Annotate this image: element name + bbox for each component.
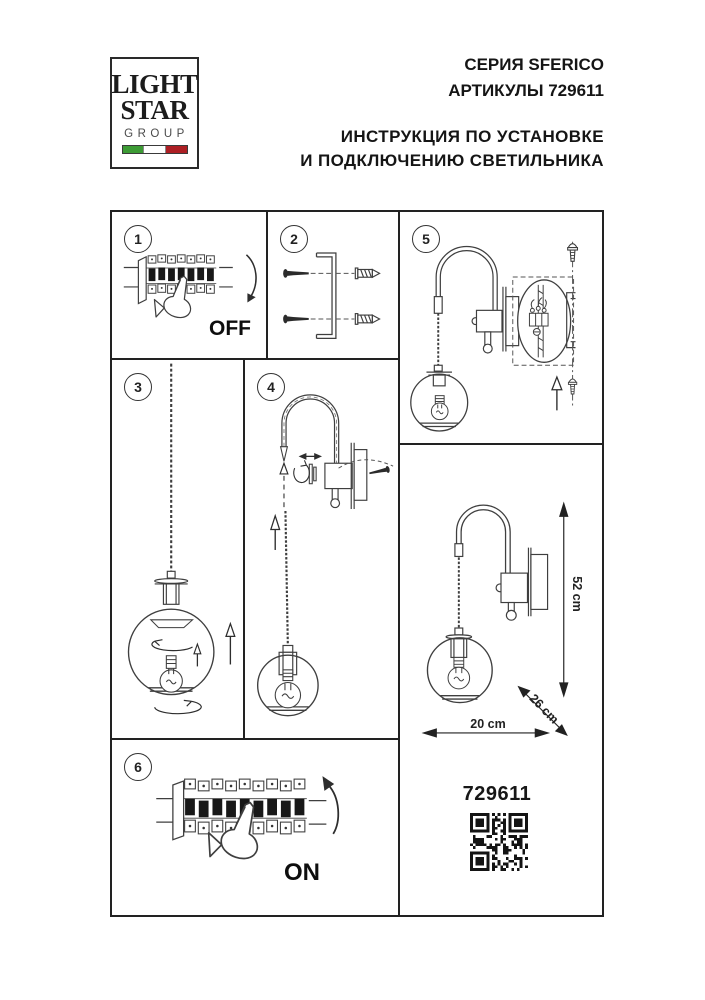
pendant-assembly-illustration [112,360,243,738]
rotate-arrow-icon [152,640,193,651]
off-label: OFF [209,317,251,340]
wall-bracket [496,548,547,621]
flag-white-stripe [143,146,166,153]
light-bulb [160,656,182,692]
document-title-line1: ИНСТРУКЦИЯ ПО УСТАНОВКЕ [340,127,604,146]
logo-word-light: LIGHT [111,69,198,100]
slide-arrow-icon [299,453,322,460]
logo-word-group: GROUP [124,127,189,140]
breaker-on-illustration [112,740,398,915]
document-title [250,125,604,173]
screw-icon [568,379,576,394]
height-dimension-line [560,503,568,695]
article-code: 729611 [462,783,532,805]
screw-icon [283,269,309,278]
screw-icon [568,244,578,262]
curved-arrow-down-icon [246,255,256,303]
qr-code [470,813,528,871]
series-name: СЕРИЯ SFERICO [464,55,604,74]
cable-gland [309,464,316,483]
wall-bracket [325,443,367,509]
document-title-line2: И ПОДКЛЮЧЕНИЮ СВЕТИЛЬНИКА [300,151,604,171]
lamp-holder [446,628,471,657]
mounting-bracket [317,253,336,338]
article-numbers: АРТИКУЛЫ 729611 [448,80,604,100]
step-6-panel [110,738,400,917]
up-arrow-icon [226,624,235,665]
cable-adjust-illustration [245,360,398,738]
gooseneck-arm [281,397,337,464]
flag-red-stripe [166,146,187,153]
height-dimension-label: 52 cm [570,576,584,612]
step-4-panel [243,358,400,740]
step-3-panel [110,358,245,740]
screw-icon [283,315,309,324]
cable-feed-arrow-icon [280,463,288,509]
step-3-badge: 3 [124,373,152,401]
italian-flag-icon [122,145,188,154]
rotate-arrow-icon [155,700,202,713]
step-5-badge: 5 [412,225,440,253]
step-6-badge: 6 [124,753,152,781]
wall-anchor-icon [355,268,379,279]
on-label: ON [284,859,320,886]
dimensions-panel [398,443,604,917]
step-4-badge: 4 [257,373,285,401]
step-5-panel [398,210,604,445]
step-2-badge: 2 [280,225,308,253]
screw-icon [369,466,391,477]
width-dimension-label: 20 cm [470,717,506,731]
wall-anchor-icon [355,314,379,325]
light-bulb [448,657,470,688]
lightstar-logo [110,57,199,169]
up-arrow-icon [271,516,280,550]
small-up-arrow-icon [194,644,201,666]
light-bulb [431,396,448,420]
depth-dimension-label: 26 cm [526,691,562,727]
logo-word-star: STAR [120,94,189,125]
step-1-badge: 1 [124,225,152,253]
flag-green-stripe [123,146,144,153]
lamp-holder [155,571,188,604]
step-1-panel [110,210,268,360]
rotate-arrow-icon [294,460,310,482]
gooseneck-arm [434,249,495,315]
light-bulb [275,670,300,708]
gooseneck-arm [455,507,508,575]
curved-arrow-up-icon [322,776,338,834]
hanging-cable [285,511,287,647]
up-arrow-icon [552,377,562,410]
wiring-detail-magnifier [518,280,571,362]
header-text-block [250,52,604,173]
step-2-panel [266,210,400,360]
